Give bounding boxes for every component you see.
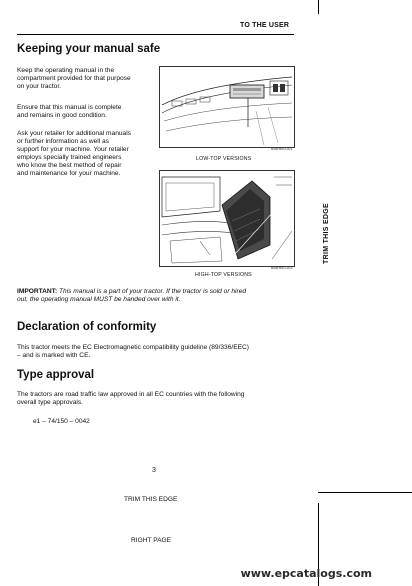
- high-top-illustration: [160, 171, 294, 266]
- paragraph-keep-manual: [17, 67, 149, 91]
- figure-id-low-top: 808HBCO01: [271, 147, 293, 151]
- text-line: on your tractor.: [17, 83, 61, 91]
- crop-mark-top: [318, 0, 319, 14]
- figure-id-high-top: 808HBCO03: [271, 266, 293, 270]
- text-line: Ask your retailer for additional manuals: [17, 130, 131, 137]
- text-line: and remains in good condition.: [17, 112, 107, 120]
- important-line-1: [17, 288, 297, 296]
- text-line: – and is marked with CE.: [17, 352, 91, 360]
- important-note: [17, 288, 297, 304]
- header-rule: [17, 34, 294, 35]
- section-heading-type-approval: Type approval: [17, 369, 95, 381]
- section-heading-manual-safe: Keeping your manual safe: [17, 43, 161, 55]
- running-header: TO THE USER: [240, 22, 290, 29]
- text-line: and maintenance for your machine.: [17, 170, 121, 178]
- text-line: who know the best method of repair: [17, 162, 122, 170]
- section-heading-conformity: Declaration of conformity: [17, 321, 157, 333]
- important-label: IMPORTANT:: [17, 288, 58, 295]
- page-side-label: RIGHT PAGE: [131, 537, 172, 544]
- caption-low-top: LOW-TOP VERSIONS: [196, 156, 252, 162]
- figure-low-top-compartment: [159, 66, 295, 148]
- paragraph-ensure-complete: [17, 104, 149, 120]
- paragraph-type-approval: [17, 391, 307, 407]
- watermark: www.epcatalogs.com: [240, 567, 372, 580]
- text-line: support for your machine. Your retailer: [17, 146, 129, 154]
- paragraph-conformity: [17, 344, 307, 360]
- caption-high-top: HIGH-TOP VERSIONS: [195, 272, 252, 278]
- paragraph-ask-retailer: [17, 130, 149, 179]
- crop-mark-right: [318, 492, 412, 493]
- figure-high-top-compartment: [159, 170, 295, 267]
- text-line: The tractors are road traffic law approved in all EC countries with the following: [17, 391, 245, 398]
- text-line: employs specially trained engineers: [17, 154, 122, 162]
- page-number: 3: [152, 467, 156, 474]
- text-line: overall type approvals.: [17, 399, 83, 407]
- important-text-1: This manual is a part of your tractor. If the tractor is sold or hired: [59, 288, 247, 295]
- text-line: Keep the operating manual in the: [17, 67, 115, 74]
- approval-number: e1 – 74/150 – 0042: [33, 418, 90, 425]
- low-top-illustration: [160, 67, 294, 147]
- text-line: or further information as well as: [17, 138, 109, 146]
- text-line: This tractor meets the EC Electromagnetic compatibility guideline (89/336/EEC): [17, 344, 249, 351]
- trim-edge-label: TRIM THIS EDGE: [124, 496, 178, 503]
- text-line: compartment provided for that purpose: [17, 75, 131, 83]
- side-trim-label: TRIM THIS EDGE: [323, 203, 330, 264]
- text-line: Ensure that this manual is complete: [17, 104, 122, 111]
- important-text-2: out, the operating manual MUST be handed over with it.: [17, 296, 181, 304]
